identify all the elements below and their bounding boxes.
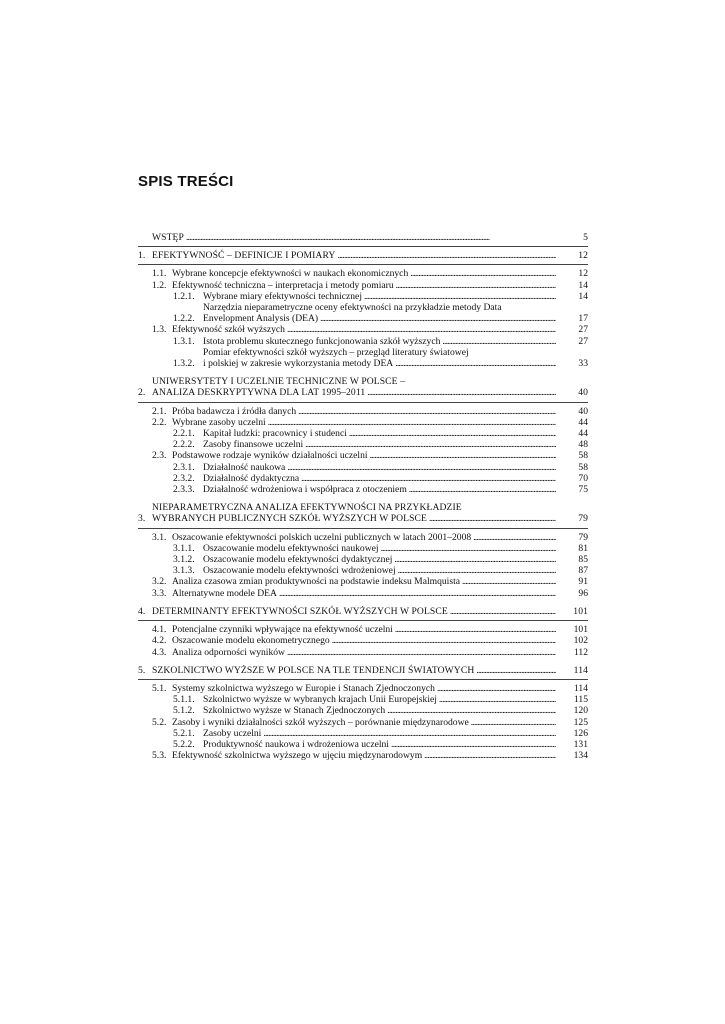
toc-entry-number: 3.2. — [152, 576, 167, 588]
toc-entry-page: 131 — [573, 738, 588, 750]
toc-entry-number: 2.3.2. — [173, 472, 195, 484]
section-rule — [138, 264, 588, 265]
toc-entry-title-line: Działalność dydaktyczna — [203, 472, 300, 484]
dot-leader — [398, 565, 556, 576]
toc-entry[interactable] — [138, 532, 588, 543]
toc-entry-number: 4.1. — [152, 624, 167, 636]
toc-entry-title-line: WYBRANYCH PUBLICZNYCH SZKÓŁ WYŻSZYCH W POLSCE — [152, 513, 428, 525]
toc-entry[interactable] — [138, 232, 588, 243]
toc-entry-number: 5.2. — [152, 716, 167, 728]
toc-entry-page: 85 — [578, 554, 588, 566]
dot-leader — [396, 280, 556, 291]
dot-leader — [263, 728, 556, 739]
dot-leader — [287, 647, 556, 658]
toc-entry[interactable] — [138, 484, 588, 495]
toc-entry[interactable] — [138, 502, 588, 524]
toc-entry-number: 1.2. — [152, 279, 167, 291]
dot-leader — [410, 268, 556, 279]
toc-entry-number: 2. — [138, 387, 146, 399]
toc-entry-title-line: Analiza czasowa zmian produktywności na podstawie indeksu Malmquista — [172, 576, 461, 588]
toc-entry[interactable] — [138, 462, 588, 473]
toc-entry-number: 2.3.1. — [173, 461, 195, 473]
toc-entry-number: 5.1.2. — [173, 705, 195, 717]
toc-entry-number: 1.1. — [152, 268, 167, 280]
dot-leader — [476, 665, 556, 676]
toc-entry-title-line: Istota problemu skutecznego funkcjonowania szkół wyższych — [203, 335, 441, 347]
toc-entry-page: 48 — [578, 439, 588, 451]
dot-leader — [268, 417, 556, 428]
toc-entry[interactable] — [138, 280, 588, 291]
toc-entry-page: 112 — [573, 646, 588, 658]
toc-entry[interactable] — [138, 543, 588, 554]
dot-leader — [471, 717, 556, 728]
toc-entry-title-line: EFEKTYWNOŚĆ – DEFINICJE I POMIARY — [152, 250, 336, 262]
toc-entry-title-line: Alternatywne modele DEA — [172, 587, 277, 599]
toc-entry[interactable] — [138, 576, 588, 587]
toc-entry-title-line: WSTĘP — [152, 232, 184, 243]
toc-entry-page: 17 — [578, 313, 588, 325]
chapter-gap — [138, 599, 588, 606]
section-rule — [138, 620, 588, 621]
toc-entry-title-line: Zasoby i wyniki działalności szkół wyższych – porównanie międzynarodowe — [172, 716, 469, 728]
toc-entry-title-line: Wybrane koncepcje efektywności w naukach ekonomicznych — [172, 268, 409, 280]
toc-entry-title-line: Efektywność szkolnictwa wyższego w ujęciu międzynarodowym — [172, 750, 423, 762]
toc-entry-title-line: Envelopment Analysis (DEA) — [203, 313, 319, 325]
dot-leader — [439, 694, 556, 705]
toc-entry-page: 101 — [573, 605, 588, 617]
toc-entry[interactable] — [138, 647, 588, 658]
toc-entry-title-line: Analiza odporności wyników — [172, 646, 285, 658]
section-rule — [138, 528, 588, 529]
dot-leader — [298, 406, 556, 417]
section-rule — [138, 679, 588, 680]
dot-leader — [409, 484, 556, 495]
toc-entry-page: 126 — [573, 727, 588, 739]
toc-entry[interactable] — [138, 565, 588, 576]
dot-leader — [320, 313, 556, 324]
toc-entry-number: 1.3. — [152, 324, 167, 336]
section-rule — [138, 402, 588, 403]
toc-entry-number: 1.2.2. — [173, 313, 195, 325]
toc-entry-number: 2.3.3. — [173, 484, 195, 496]
toc-entry-title-line: Narzędzia nieparametryczne oceny efektywności na przykładzie metody Data — [203, 302, 502, 314]
toc-entry-title-line: Wybrane zasoby uczelni — [172, 416, 266, 428]
toc-entry[interactable] — [138, 739, 588, 750]
toc-entry[interactable] — [138, 554, 588, 565]
dot-leader — [437, 683, 556, 694]
chapter-gap — [138, 369, 588, 376]
toc-entry-page: 114 — [573, 664, 588, 676]
toc-entry[interactable] — [138, 635, 588, 646]
toc-entry-title-line: Oszacowanie modelu efektywności naukowej — [203, 542, 379, 554]
dot-leader — [337, 250, 556, 261]
dot-leader — [429, 513, 556, 524]
toc-entry-number: 1. — [138, 250, 146, 262]
toc-entry[interactable] — [138, 683, 588, 694]
toc-entry-page: 125 — [573, 716, 588, 728]
dot-leader — [395, 358, 556, 369]
toc-entry-page: 75 — [578, 484, 588, 496]
toc-entry-page: 58 — [578, 450, 588, 462]
toc-entry-number: 1.3.1. — [173, 335, 195, 347]
dot-leader — [367, 387, 556, 398]
toc-entry[interactable] — [138, 439, 588, 450]
toc-entry[interactable] — [138, 705, 588, 716]
dot-leader — [442, 336, 556, 347]
page-title: SPIS TREŚCI — [138, 173, 234, 190]
toc-entry-page: 14 — [578, 290, 588, 302]
toc-entry-number: 5. — [138, 664, 146, 676]
toc-entry-number: 2.1. — [152, 405, 167, 417]
toc-entry[interactable] — [138, 717, 588, 728]
toc-entry-page: 40 — [578, 405, 588, 417]
toc-entry-page: 114 — [573, 682, 588, 694]
toc-entry-page: 44 — [578, 416, 588, 428]
toc-entry-title-line: Produktywność naukowa i wdrożeniowa uczelni — [203, 738, 389, 750]
toc-entry-number: 2.2.1. — [173, 428, 195, 440]
section-rule — [138, 246, 588, 247]
toc-entry-page: 33 — [578, 358, 588, 370]
toc-entry-page: 58 — [578, 461, 588, 473]
dot-leader — [364, 291, 556, 302]
toc-entry-title-line: Podstawowe rodzaje wyników działalności uczelni — [172, 450, 368, 462]
toc-entry[interactable] — [138, 376, 588, 398]
toc-entry-number: 3.1.3. — [173, 565, 195, 577]
toc-entry-title-line: Oszacowanie modelu ekonometrycznego — [172, 635, 330, 647]
toc-entry-page: 120 — [573, 705, 588, 717]
toc-entry-title-line: UNIWERSYTETY I UCZELNIE TECHNICZNE W POLSCE – — [152, 376, 406, 388]
toc-entry[interactable] — [138, 728, 588, 739]
dot-leader — [381, 543, 556, 554]
toc-entry-title-line: ANALIZA DESKRYPTYWNA DLA LAT 1995–2011 — [152, 387, 366, 399]
toc-entry[interactable] — [138, 291, 588, 302]
toc-entry-page: 91 — [578, 576, 588, 588]
toc-entry-title-line: Szkolnictwo wyższe w wybranych krajach Unii Europejskiej — [203, 694, 437, 706]
toc-entry-page: 101 — [573, 624, 588, 636]
dot-leader — [394, 554, 556, 565]
toc-entry-title-line: Systemy szkolnictwa wyższego w Europie i Stanach Zjednoczonych — [172, 682, 435, 694]
toc-entry[interactable] — [138, 624, 588, 635]
toc-entry-number: 5.1. — [152, 682, 167, 694]
toc-entry-number: 4.2. — [152, 635, 167, 647]
dot-leader — [391, 739, 556, 750]
dot-leader — [332, 635, 556, 646]
toc-entry[interactable] — [138, 665, 588, 676]
toc-entry-title-line: Efektywność szkół wyższych — [172, 324, 285, 336]
toc-entry-title-line: Działalność naukowa — [203, 461, 286, 473]
toc-entry-number: 2.2.2. — [173, 439, 195, 451]
toc-entry-title-line: Próba badawcza i źródła danych — [172, 405, 297, 417]
toc-entry-page: 12 — [578, 250, 588, 262]
toc-entry-page: 87 — [578, 565, 588, 577]
toc-entry[interactable] — [138, 302, 588, 324]
dot-leader — [301, 473, 556, 484]
dot-leader — [305, 439, 556, 450]
toc-entry-number: 5.2.2. — [173, 738, 195, 750]
toc-entry-page: 134 — [573, 750, 588, 762]
dot-leader — [462, 576, 556, 587]
toc-entry-number: 4. — [138, 605, 146, 617]
chapter-gap — [138, 658, 588, 665]
toc-entry-page: 27 — [578, 324, 588, 336]
toc-entry-title-line: Oszacowanie modelu efektywności dydaktycznej — [203, 554, 393, 566]
toc-entry-title-line: Działalność wdrożeniowa i współpraca z otoczeniem — [203, 484, 407, 496]
toc-entry[interactable] — [138, 588, 588, 599]
toc-entry[interactable] — [138, 406, 588, 417]
toc-entry-page: 44 — [578, 428, 588, 440]
toc-entry-number: 3.1. — [152, 531, 167, 543]
toc-entry-number: 3.1.1. — [173, 542, 195, 554]
toc-entry-page: 12 — [578, 268, 588, 280]
toc-entry-number: 1.3.2. — [173, 358, 195, 370]
toc-entry-title-line: Zasoby uczelni — [203, 727, 262, 739]
toc-entry-number: 5.2.1. — [173, 727, 195, 739]
toc-entry-number: 4.3. — [152, 646, 167, 658]
toc-entry[interactable] — [138, 417, 588, 428]
toc-entry-title-line: Oszacowanie modelu efektywności wdrożeniowej — [203, 565, 396, 577]
toc-entry[interactable] — [138, 473, 588, 484]
dot-leader — [387, 705, 556, 716]
toc-entry-number: 5.1.1. — [173, 694, 195, 706]
dot-leader — [450, 606, 556, 617]
toc-entry-title-line: Zasoby finansowe uczelni — [203, 439, 304, 451]
toc-entry[interactable] — [138, 450, 588, 461]
toc-entry-number: 1.2.1. — [173, 290, 195, 302]
toc-entry-page: 102 — [573, 635, 588, 647]
toc-entry-number: 3.1.2. — [173, 554, 195, 566]
toc-entry-page: 96 — [578, 587, 588, 599]
toc-entry[interactable] — [138, 694, 588, 705]
dot-leader — [473, 532, 556, 543]
dot-leader — [186, 232, 556, 243]
toc-entry-title-line: Szkolnictwo wyższe w Stanach Zjednoczonych — [203, 705, 386, 717]
dot-leader — [287, 462, 556, 473]
toc-entry[interactable] — [138, 250, 588, 261]
toc-entry-page: 115 — [573, 694, 588, 706]
dot-leader — [370, 450, 556, 461]
dot-leader — [424, 750, 556, 761]
toc-entry-number: 2.3. — [152, 450, 167, 462]
toc-entry-title-line: Oszacowanie efektywności polskich uczelni publicznych w latach 2001–2008 — [172, 531, 472, 543]
toc-entry-number: 3. — [138, 513, 146, 525]
toc-entry-number: 5.3. — [152, 750, 167, 762]
toc-entry-title-line: SZKOLNICTWO WYŻSZE W POLSCE NA TLE TENDENCJI ŚWIATOWYCH — [152, 664, 475, 676]
toc-entry[interactable] — [138, 336, 588, 347]
toc-entry[interactable] — [138, 268, 588, 279]
toc-entry-page: 5 — [583, 232, 588, 243]
toc-entry-page: 70 — [578, 472, 588, 484]
toc-entry-number: 3.3. — [152, 587, 167, 599]
toc-entry-page: 27 — [578, 335, 588, 347]
dot-leader — [349, 428, 556, 439]
toc-entry-page: 79 — [578, 513, 588, 525]
toc-entry-page: 79 — [578, 531, 588, 543]
toc-entry[interactable] — [138, 428, 588, 439]
toc-entry[interactable] — [138, 750, 588, 761]
toc-entry-number: 2.2. — [152, 416, 167, 428]
toc-entry-page: 40 — [578, 387, 588, 399]
dot-leader — [287, 324, 556, 335]
toc-entry-title-line: Pomiar efektywności szkół wyższych – przegląd literatury światowej — [203, 346, 469, 358]
toc-entry-title-line: Wybrane miary efektywności technicznej — [203, 290, 362, 302]
toc-entry-page: 14 — [578, 279, 588, 291]
toc-entry-title-line: Efektywność techniczna – interpretacja i metody pomiaru — [172, 279, 394, 291]
toc-entry-title-line: Potencjalne czynniki wpływające na efektywność uczelni — [172, 624, 393, 636]
dot-leader — [395, 624, 556, 635]
toc-entry[interactable] — [138, 347, 588, 369]
toc-entry-page: 81 — [578, 542, 588, 554]
toc-entry[interactable] — [138, 324, 588, 335]
toc-entry[interactable] — [138, 606, 588, 617]
table-of-contents — [138, 232, 588, 761]
toc-entry-title-line: i polskiej w zakresie wykorzystania metody DEA — [203, 358, 394, 370]
toc-entry-title-line: Kapitał ludzki: pracownicy i studenci — [203, 428, 347, 440]
toc-entry-title-line: NIEPARAMETRYCZNA ANALIZA EFEKTYWNOŚCI NA PRZYKŁADZIE — [152, 502, 462, 514]
toc-entry-title-line: DETERMINANTY EFEKTYWNOŚCI SZKÓŁ WYŻSZYCH W POLSCE — [152, 605, 448, 617]
dot-leader — [279, 588, 556, 599]
